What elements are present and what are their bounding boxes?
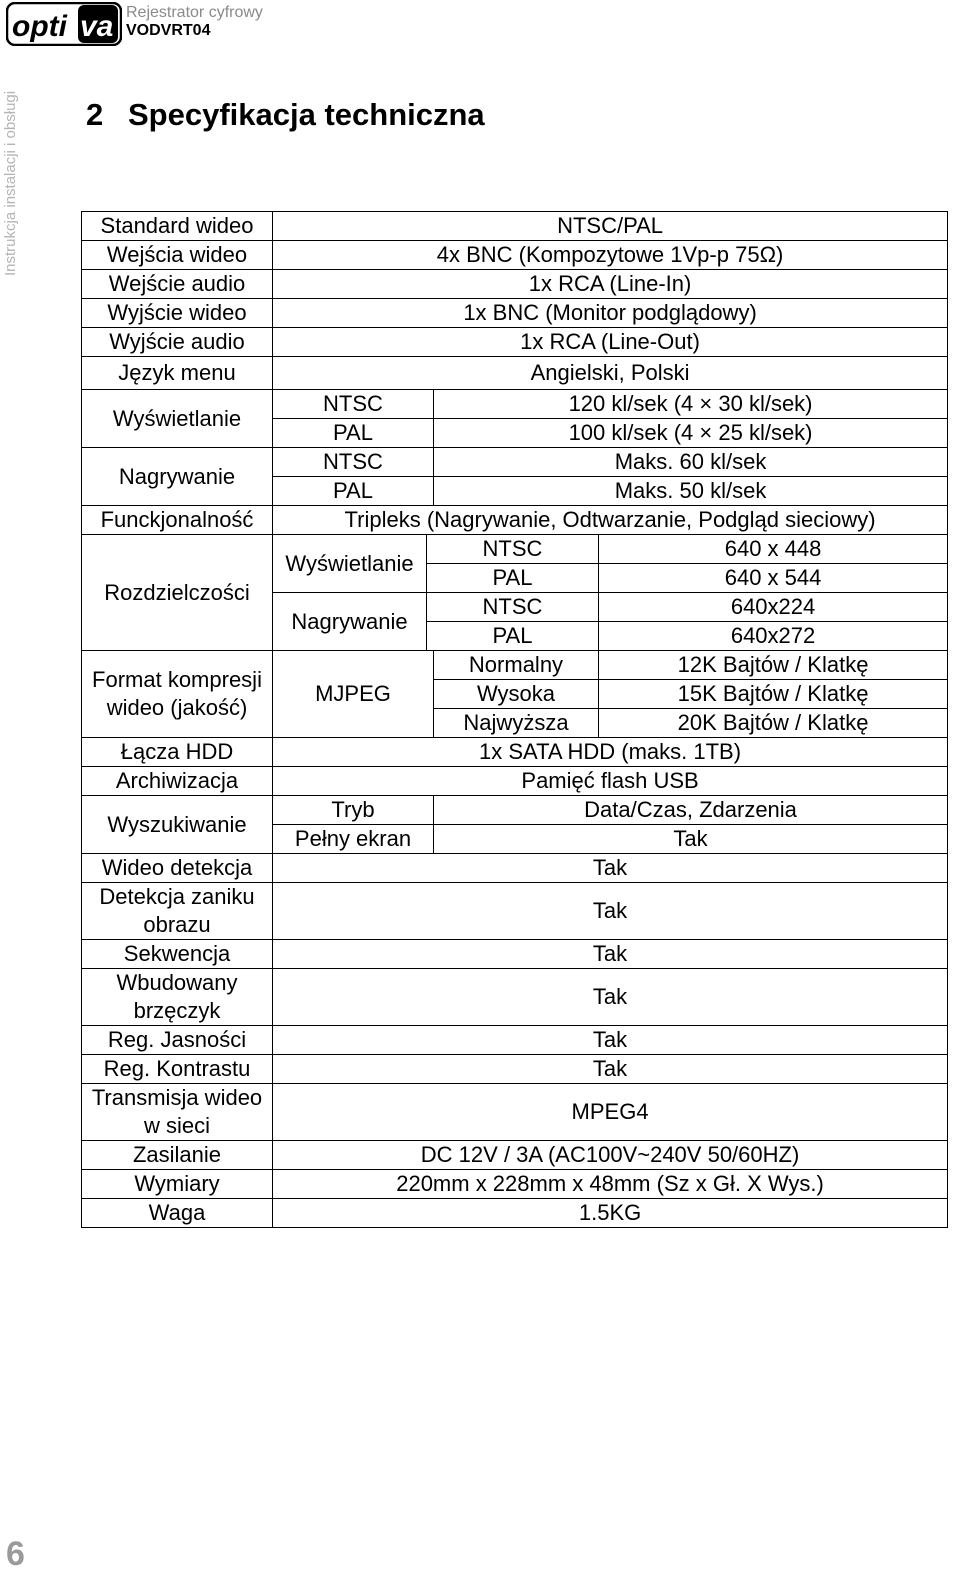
spec-value: Tak	[273, 854, 948, 883]
table-row	[82, 390, 948, 419]
spec-value: 1x RCA (Line-Out)	[273, 328, 948, 357]
spec-table	[81, 211, 948, 1228]
table-row	[82, 969, 948, 1026]
spec-label: Wyjście wideo	[82, 299, 273, 328]
spec-value: Tripleks (Nagrywanie, Odtwarzanie, Podgląd sieciowy)	[273, 506, 948, 535]
section-number: 2	[86, 97, 104, 132]
table-row	[82, 651, 948, 680]
spec-value: Maks. 50 kl/sek	[434, 477, 948, 506]
table-row	[82, 883, 948, 940]
spec-value: Maks. 60 kl/sek	[434, 448, 948, 477]
spec-label: Archiwizacja	[82, 767, 273, 796]
section-title: Specyfikacja techniczna	[128, 97, 485, 132]
spec-label: Wbudowany brzęczyk	[82, 969, 273, 1026]
spec-value: 120 kl/sek (4 × 30 kl/sek)	[434, 390, 948, 419]
spec-label-line: wideo (jakość)	[106, 695, 248, 720]
system-cell: PAL	[273, 419, 434, 448]
spec-label: Transmisja wideo w sieci	[82, 1084, 273, 1141]
spec-value: 640 x 544	[599, 564, 948, 593]
table-row	[82, 1026, 948, 1055]
spec-label	[82, 651, 273, 738]
spec-label: Wyświetlanie	[82, 390, 273, 448]
table-row	[82, 940, 948, 969]
spec-label: Wyjście audio	[82, 328, 273, 357]
system-cell: PAL	[427, 622, 599, 651]
page-number: 6	[6, 1535, 25, 1573]
table-row	[82, 270, 948, 299]
table-row	[82, 1170, 948, 1199]
spec-value: 1x SATA HDD (maks. 1TB)	[273, 738, 948, 767]
spec-value: 1.5KG	[273, 1199, 948, 1228]
table-row	[82, 241, 948, 270]
spec-label: Funckjonalność	[82, 506, 273, 535]
spec-label: Detekcja zaniku obrazu	[82, 883, 273, 940]
spec-label: Wejście audio	[82, 270, 273, 299]
spec-value: 220mm x 228mm x 48mm (Sz x Gł. X Wys.)	[273, 1170, 948, 1199]
spec-label: Wymiary	[82, 1170, 273, 1199]
table-row	[82, 535, 948, 564]
spec-value: 640x224	[599, 593, 948, 622]
spec-label: Reg. Kontrastu	[82, 1055, 273, 1084]
spec-value: 640 x 448	[599, 535, 948, 564]
spec-value: 640x272	[599, 622, 948, 651]
system-cell: NTSC	[273, 448, 434, 477]
table-row	[82, 212, 948, 241]
spec-label: Język menu	[82, 357, 273, 390]
table-row	[82, 1199, 948, 1228]
table-row	[82, 1084, 948, 1141]
table-row	[82, 796, 948, 825]
table-row	[82, 357, 948, 390]
spec-label: Reg. Jasności	[82, 1026, 273, 1055]
spec-label: Wideo detekcja	[82, 854, 273, 883]
spec-value: Tak	[273, 940, 948, 969]
table-row	[82, 448, 948, 477]
spec-value: Data/Czas, Zdarzenia	[434, 796, 948, 825]
spec-label: Zasilanie	[82, 1141, 273, 1170]
quality-cell: Wysoka	[434, 680, 599, 709]
mode-cell: Nagrywanie	[273, 593, 427, 651]
quality-cell: Normalny	[434, 651, 599, 680]
side-label: Instrukcja instalacji i obsługi	[2, 90, 19, 276]
spec-value: 20K Bajtów / Klatkę	[599, 709, 948, 738]
table-row	[82, 1141, 948, 1170]
product-name: Rejestrator cyfrowy	[126, 4, 263, 21]
system-cell: NTSC	[427, 535, 599, 564]
spec-label: Łącza HDD	[82, 738, 273, 767]
spec-value: 15K Bajtów / Klatkę	[599, 680, 948, 709]
spec-value: 100 kl/sek (4 × 25 kl/sek)	[434, 419, 948, 448]
system-cell: PAL	[273, 477, 434, 506]
spec-value: 4x BNC (Kompozytowe 1Vp-p 75Ω)	[273, 241, 948, 270]
table-row	[82, 738, 948, 767]
spec-label-line: Format kompresji	[92, 667, 262, 692]
spec-value: Tak	[434, 825, 948, 854]
svg-text:va: va	[80, 10, 114, 43]
spec-value: MPEG4	[273, 1084, 948, 1141]
svg-text:opti: opti	[12, 10, 67, 43]
mode-cell: Pełny ekran	[273, 825, 434, 854]
section-heading	[86, 96, 485, 134]
system-cell: PAL	[427, 564, 599, 593]
table-row	[82, 299, 948, 328]
spec-value: 1x BNC (Monitor podglądowy)	[273, 299, 948, 328]
spec-label: Waga	[82, 1199, 273, 1228]
spec-value: Tak	[273, 1055, 948, 1084]
spec-label: Nagrywanie	[82, 448, 273, 506]
spec-value: Tak	[273, 883, 948, 940]
spec-value: Tak	[273, 1026, 948, 1055]
spec-value: 1x RCA (Line-In)	[273, 270, 948, 299]
spec-label: Standard wideo	[82, 212, 273, 241]
spec-label: Rozdzielczości	[82, 535, 273, 651]
system-cell: NTSC	[427, 593, 599, 622]
table-row	[82, 328, 948, 357]
table-row	[82, 854, 948, 883]
spec-value: NTSC/PAL	[273, 212, 948, 241]
spec-label: Wyszukiwanie	[82, 796, 273, 854]
table-row	[82, 506, 948, 535]
product-model: VODVRT04	[126, 22, 211, 39]
optiva-logo	[6, 2, 122, 46]
spec-value: Angielski, Polski	[273, 357, 948, 390]
mode-cell: Wyświetlanie	[273, 535, 427, 593]
system-cell: NTSC	[273, 390, 434, 419]
spec-label: Sekwencja	[82, 940, 273, 969]
mode-cell: Tryb	[273, 796, 434, 825]
quality-cell: Najwyższa	[434, 709, 599, 738]
spec-value: 12K Bajtów / Klatkę	[599, 651, 948, 680]
table-row	[82, 1055, 948, 1084]
spec-label: Wejścia wideo	[82, 241, 273, 270]
codec-cell: MJPEG	[273, 651, 434, 738]
spec-value: Pamięć flash USB	[273, 767, 948, 796]
table-row	[82, 767, 948, 796]
spec-value: Tak	[273, 969, 948, 1026]
spec-value: DC 12V / 3A (AC100V~240V 50/60HZ)	[273, 1141, 948, 1170]
